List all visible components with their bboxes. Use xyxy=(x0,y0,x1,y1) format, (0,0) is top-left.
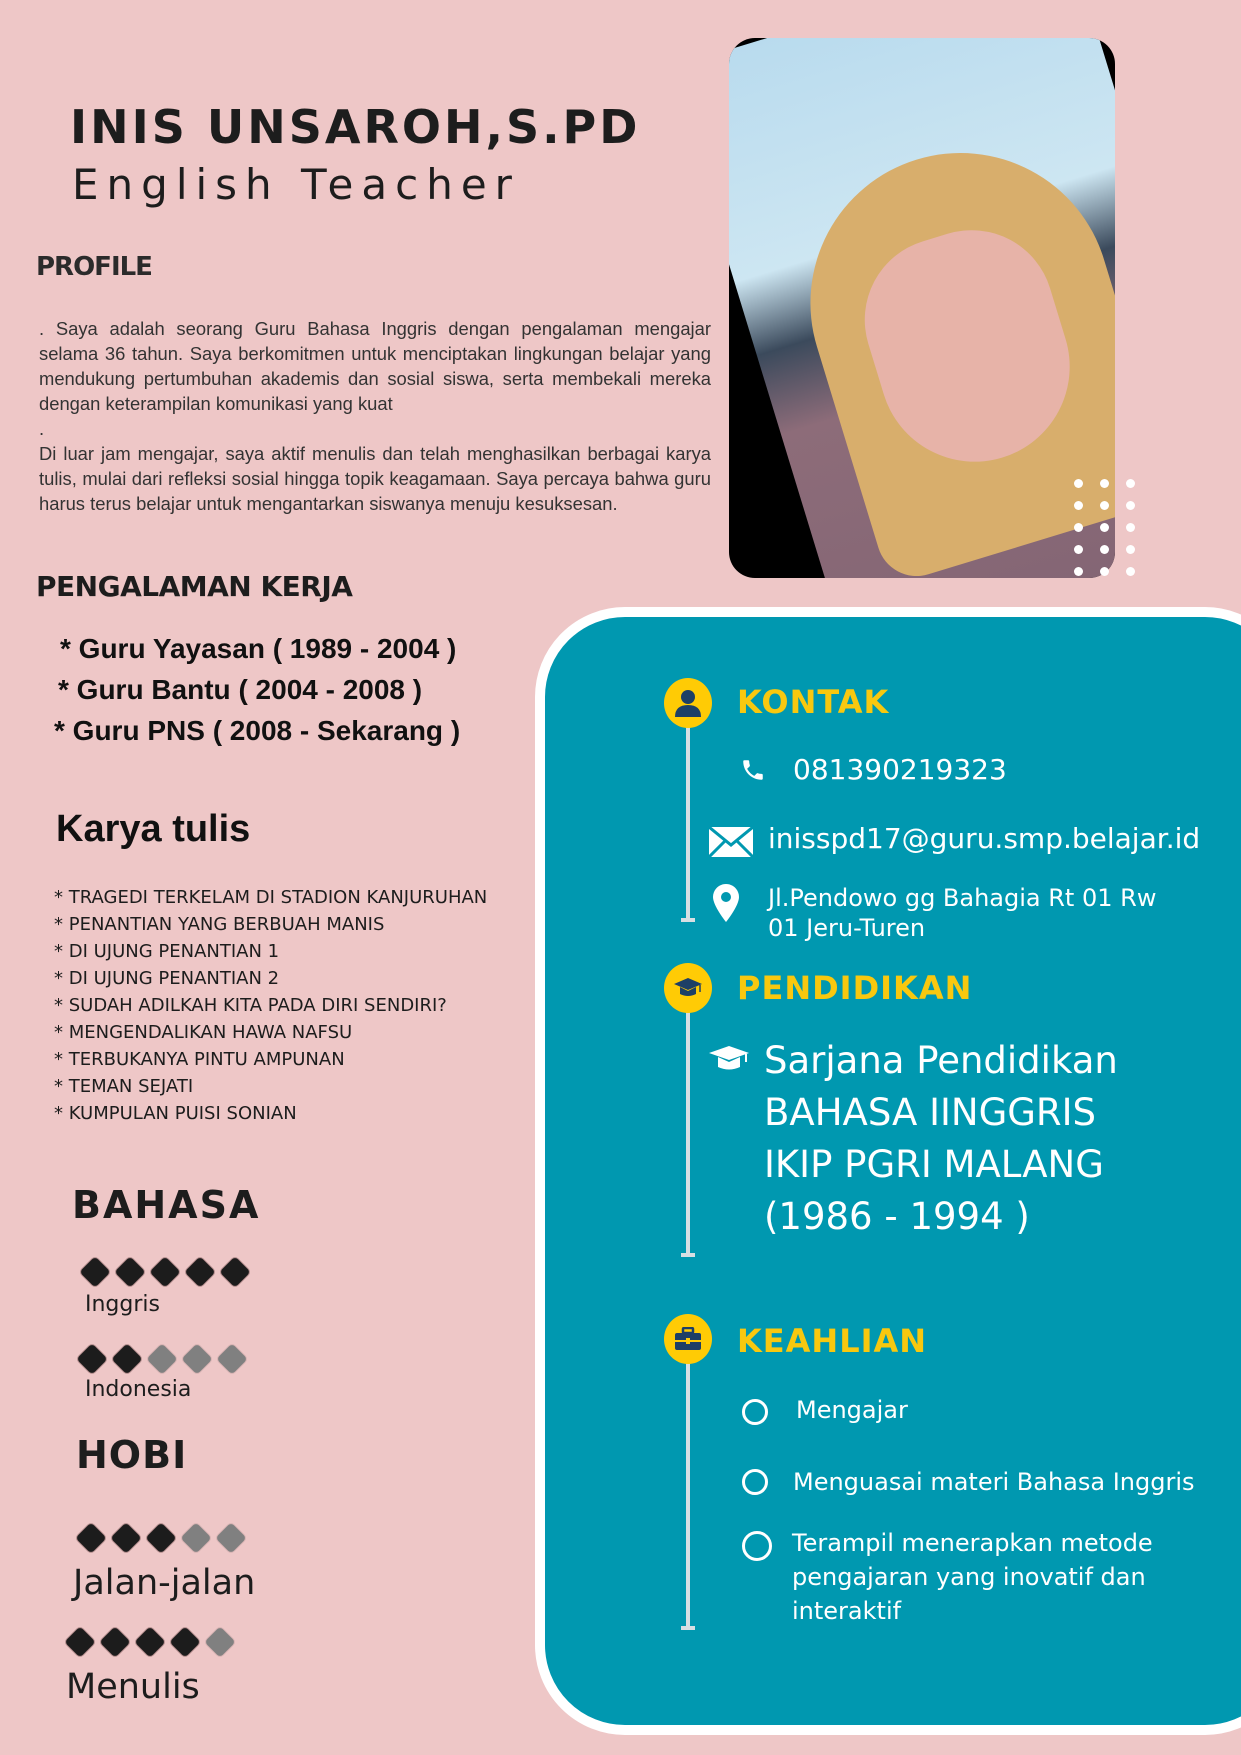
address-line-1: Jl.Pendowo gg Bahagia Rt 01 Rw xyxy=(768,884,1157,912)
dot xyxy=(1074,523,1083,532)
dot xyxy=(1100,479,1109,488)
contact-heading: KONTAK xyxy=(737,683,890,721)
writing-item: * TERBUKANYA PINTU AMPUNAN xyxy=(54,1049,345,1070)
experience-item: * Guru Yayasan ( 1989 - 2004 ) xyxy=(60,633,457,664)
dot xyxy=(1074,479,1083,488)
hobby-label: Jalan-jalan xyxy=(73,1563,256,1603)
education-years: (1986 - 1994 ) xyxy=(764,1195,1030,1238)
address xyxy=(768,883,1156,943)
circle-bullet-icon xyxy=(742,1469,768,1495)
phone-number[interactable]: 081390219323 xyxy=(793,753,1007,786)
dot xyxy=(1126,479,1135,488)
dot xyxy=(1074,567,1083,576)
profile-text xyxy=(39,316,711,516)
profile-separator: . xyxy=(39,418,45,439)
writing-item: * DI UJUNG PENANTIAN 2 xyxy=(54,968,280,989)
dot xyxy=(1100,523,1109,532)
rating-diamond-filled xyxy=(76,1343,107,1374)
rating-diamond-filled xyxy=(110,1522,141,1553)
rating-diamond-filled xyxy=(114,1256,145,1287)
circle-bullet-icon xyxy=(742,1531,772,1561)
experience-heading: PENGALAMAN KERJA xyxy=(36,570,353,603)
writing-item: * SUDAH ADILKAH KITA PADA DIRI SENDIRI? xyxy=(54,995,447,1016)
writing-item: * KUMPULAN PUISI SONIAN xyxy=(54,1103,297,1124)
rating-diamond-filled xyxy=(184,1256,215,1287)
rating-diamond-filled xyxy=(145,1522,176,1553)
rating-diamond-empty xyxy=(215,1522,246,1553)
writing-item: * MENGENDALIKAN HAWA NAFSU xyxy=(54,1022,353,1043)
rating-diamond-filled xyxy=(111,1343,142,1374)
circle-bullet-icon xyxy=(742,1399,768,1425)
language-rating-inggris xyxy=(84,1261,246,1283)
dot xyxy=(1074,501,1083,510)
timeline-foot xyxy=(681,1626,695,1630)
writings-heading: Karya tulis xyxy=(56,808,251,850)
education-detail xyxy=(764,1035,1118,1243)
graduation-cap-icon xyxy=(708,1045,750,1077)
timeline-foot xyxy=(681,1253,695,1257)
email-icon xyxy=(709,827,753,861)
language-rating-indonesia xyxy=(81,1348,243,1370)
timeline-foot xyxy=(681,918,695,922)
dot xyxy=(1126,501,1135,510)
writings-list xyxy=(54,884,487,1127)
rating-diamond-empty xyxy=(181,1343,212,1374)
hobby-label: Menulis xyxy=(66,1667,200,1707)
rating-diamond-filled xyxy=(79,1256,110,1287)
rating-diamond-filled xyxy=(64,1626,95,1657)
user-icon xyxy=(664,678,712,728)
rating-diamond-filled xyxy=(99,1626,130,1657)
skill-item: Mengajar xyxy=(796,1396,908,1424)
languages-heading: BAHASA xyxy=(72,1183,261,1227)
rating-diamond-filled xyxy=(134,1626,165,1657)
dot xyxy=(1100,501,1109,510)
timeline-line xyxy=(686,1363,690,1628)
graduation-cap-icon xyxy=(664,963,712,1013)
photo-background xyxy=(729,38,1115,578)
rating-diamond-empty xyxy=(204,1626,235,1657)
address-line-2: 01 Jeru-Turen xyxy=(768,914,926,942)
briefcase-icon xyxy=(664,1314,712,1364)
writing-item: * DI UJUNG PENANTIAN 1 xyxy=(54,941,280,962)
timeline-line xyxy=(686,725,690,920)
dot xyxy=(1126,545,1135,554)
profile-paragraph-2: Di luar jam mengajar, saya aktif menulis dan telah menghasilkan berbagai karya tulis, mulai dari refleksi sosial hingga topik keagamaan. Saya percaya bahwa guru harus terus belajar untuk mengantarkan siswanya menuju kesuksesan. xyxy=(39,443,711,514)
dot xyxy=(1126,523,1135,532)
email-address[interactable]: inisspd17@guru.smp.belajar.id xyxy=(768,822,1201,855)
skill-item: Terampil menerapkan metode pengajaran yang inovatif dan interaktif xyxy=(792,1529,1153,1625)
person-name: INIS UNSAROH,S.PD xyxy=(70,100,641,154)
dot xyxy=(1074,545,1083,554)
timeline-line xyxy=(686,1010,690,1255)
writing-item: * TEMAN SEJATI xyxy=(54,1076,194,1097)
profile-paragraph-1: . Saya adalah seorang Guru Bahasa Inggris dengan pengalaman mengajar selama 36 tahun. Saya berkomitmen untuk menciptakan lingkungan belajar yang mendukung pertumbuhan akademis dan sosial siswa, serta membekali mereka dengan keterampilan komunikasi yang kuat xyxy=(39,318,711,414)
education-degree: Sarjana Pendidikan xyxy=(764,1039,1118,1082)
rating-diamond-filled xyxy=(169,1626,200,1657)
job-title: English Teacher xyxy=(72,160,520,209)
language-label: Inggris xyxy=(85,1292,160,1317)
phone-icon xyxy=(740,757,766,787)
dot xyxy=(1100,545,1109,554)
rating-diamond-filled xyxy=(149,1256,180,1287)
rating-diamond-filled xyxy=(75,1522,106,1553)
rating-diamond-empty xyxy=(216,1343,247,1374)
rating-diamond-filled xyxy=(219,1256,250,1287)
language-label: Indonesia xyxy=(85,1377,192,1402)
hobby-rating-jalan-jalan xyxy=(80,1527,242,1549)
experience-list xyxy=(54,628,460,751)
location-pin-icon xyxy=(713,884,739,926)
dot xyxy=(1126,567,1135,576)
hobby-rating-menulis xyxy=(69,1631,231,1653)
writing-item: * TRAGEDI TERKELAM DI STADION KANJURUHAN xyxy=(54,887,488,908)
rating-diamond-empty xyxy=(180,1522,211,1553)
profile-photo xyxy=(729,38,1115,578)
dot xyxy=(1100,567,1109,576)
profile-heading: PROFILE xyxy=(36,252,152,282)
hobbies-heading: HOBI xyxy=(76,1433,188,1477)
decorative-dots xyxy=(1072,477,1142,577)
education-heading: PENDIDIKAN xyxy=(737,969,973,1007)
experience-item: * Guru PNS ( 2008 - Sekarang ) xyxy=(54,715,461,746)
writing-item: * PENANTIAN YANG BERBUAH MANIS xyxy=(54,914,385,935)
education-institution: IKIP PGRI MALANG xyxy=(764,1143,1104,1186)
skills-heading: KEAHLIAN xyxy=(737,1322,928,1360)
experience-item: * Guru Bantu ( 2004 - 2008 ) xyxy=(58,674,423,705)
rating-diamond-empty xyxy=(146,1343,177,1374)
education-major: BAHASA IINGGRIS xyxy=(764,1091,1097,1134)
skill-item: Menguasai materi Bahasa Inggris xyxy=(793,1468,1195,1496)
